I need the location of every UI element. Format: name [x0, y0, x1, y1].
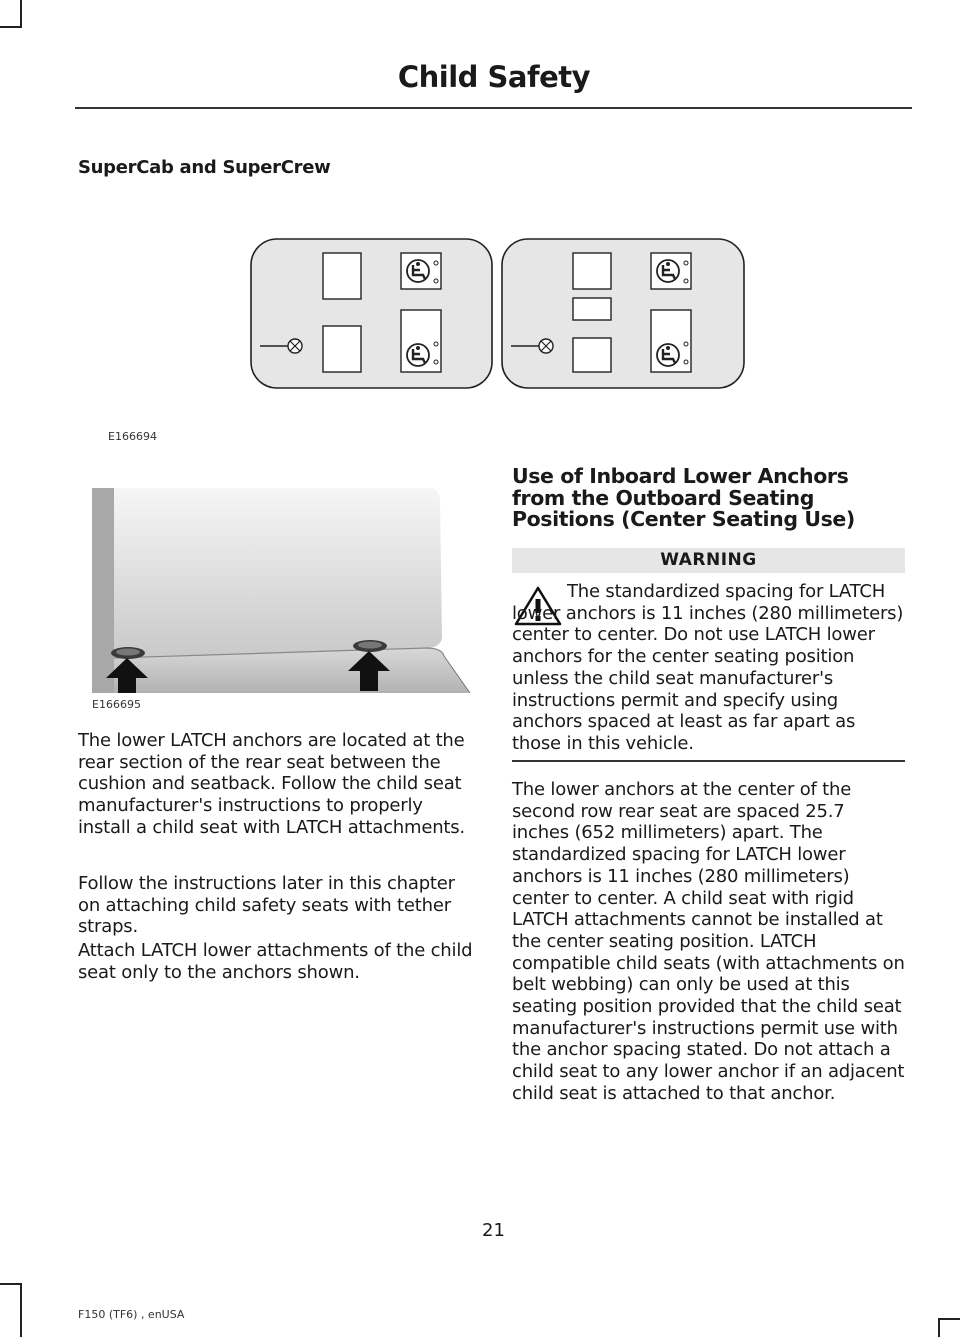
crop-mark	[938, 1318, 940, 1337]
header-rule	[75, 107, 912, 109]
footer-text: F150 (TF6) , enUSA	[78, 1308, 185, 1321]
child-seat-icon	[657, 260, 679, 282]
page-number: 21	[482, 1220, 505, 1241]
latch-seat-layout-diagram	[250, 238, 746, 390]
crop-mark	[0, 26, 22, 28]
warning-end-rule	[512, 760, 905, 762]
child-seat-icon	[657, 344, 679, 366]
crop-mark	[0, 1283, 22, 1285]
crop-mark	[938, 1318, 960, 1320]
section-title: SuperCab and SuperCrew	[78, 157, 331, 178]
paragraph: Attach LATCH lower attachments of the child seat only to the anchors shown.	[78, 940, 473, 983]
crop-mark	[20, 1283, 22, 1337]
warning-label: WARNING	[660, 550, 757, 570]
warning-banner	[512, 548, 905, 573]
warning-text: The standardized spacing for LATCH lower anchors is 11 inches (280 millimeters) center to center. Do not use LATCH lower anchors for the center seating position unless the child seat manufacturer's instructions permit and specify using anchors spaced at least as far apart as those in this vehicle.	[512, 581, 904, 754]
section-heading: Use of Inboard Lower Anchors from the Outboard Seating Positions (Center Seating Use)	[512, 464, 855, 531]
paragraph: Follow the instructions later in this chapter on attaching child safety seats with tether straps.	[78, 873, 455, 938]
paragraph: The lower LATCH anchors are located at the rear section of the rear seat between the cushion and seatback. Follow the child seat manufacturer's instructions to properly install a child seat with LATCH attachments.	[78, 730, 465, 838]
page-header-title: Child Safety	[397, 60, 590, 94]
figure-code: E166694	[108, 430, 157, 443]
child-seat-icon	[407, 344, 429, 366]
figure-code: E166695	[92, 698, 141, 711]
latch-anchor-location-illustration	[92, 488, 470, 693]
child-seat-icon	[407, 260, 429, 282]
paragraph: The lower anchors at the center of the second row rear seat are spaced 25.7 inches (652 millimeters) apart. The standardized spacing for LATCH lower anchors is 11 inches (280 millimeters) center to center. A child seat with rigid LATCH attachments cannot be installed at the center seating position. LATCH compatible child seats (with attachments on belt webbing) can only be used at this seating position provided that the child seat manufacturer's instructions permit use with the anchor spacing stated. Do not attach a child seat to any lower anchor if an adjacent child seat is attached to that anchor.	[512, 779, 905, 1104]
crop-mark	[20, 0, 22, 28]
